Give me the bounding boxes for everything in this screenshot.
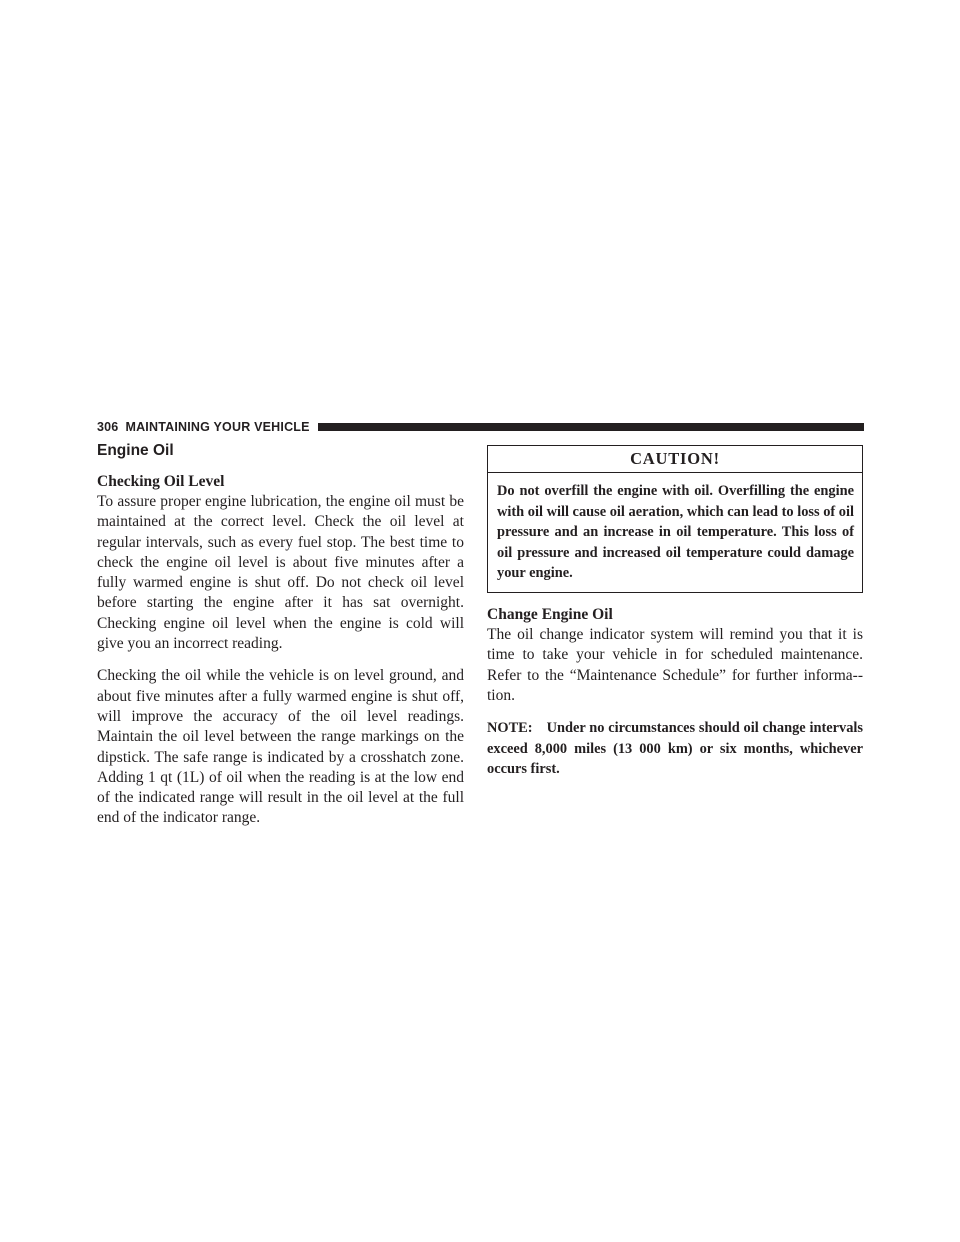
section-title-engine-oil: Engine Oil	[97, 442, 174, 459]
page-header	[97, 419, 864, 435]
header-rule	[318, 423, 864, 431]
note-label: NOTE:	[487, 720, 533, 737]
paragraph-checking-oil-1: To assure proper engine lubrication, the engine oil must be maintained at the correct level. Check the oil level at regular intervals, such as every fuel stop. The best time to check the engine oil level is about five minutes after a fully warmed engine is shut off. Do not check oil level before starting the engine after it has sat overnight. Checking engine oil level when the engine is cold will give you an incorrect reading.	[97, 493, 464, 653]
section-name: MAINTAINING YOUR VEHICLE	[125, 420, 310, 434]
caution-title: CAUTION!	[488, 446, 862, 473]
subsection-title-change-engine-oil: Change Engine Oil	[487, 605, 613, 623]
caution-box	[487, 445, 863, 593]
paragraph-change-oil: The oil change indicator system will remind you that it is time to take your vehicle in for scheduled maintenance. Refer to the “Maintenance Schedule” for further informa-tion.	[487, 625, 863, 704]
right-column	[487, 445, 863, 780]
page-number: 306	[97, 420, 119, 434]
note-text: Under no circumstances should oil change intervals exceed 8,000 miles (13 000 km) or six months, whichever occurs first.	[487, 720, 863, 778]
left-column	[97, 440, 464, 841]
paragraph-checking-oil-2: Checking the oil while the vehicle is on level ground, and about five minutes after a fully warmed engine is shut off, will improve the accuracy of the oil level readings. Maintain the oil level between the range markings on the dipstick. The safe range is indicated by a crosshatch zone. Adding 1 qt (1L) of oil when the reading is at the low end of the indicated range will result in the oil level at the full end of the indicator range.	[97, 667, 464, 827]
caution-text: Do not overfill the engine with oil. Overfilling the engine with oil will cause oil aeration, which can lead to loss of oil pressure and an increase in oil temperature. This loss of oil pressure and increased oil temperature could damage your engine.	[497, 483, 854, 582]
note	[487, 718, 863, 780]
subsection-title-checking-oil-level: Checking Oil Level	[97, 473, 225, 490]
